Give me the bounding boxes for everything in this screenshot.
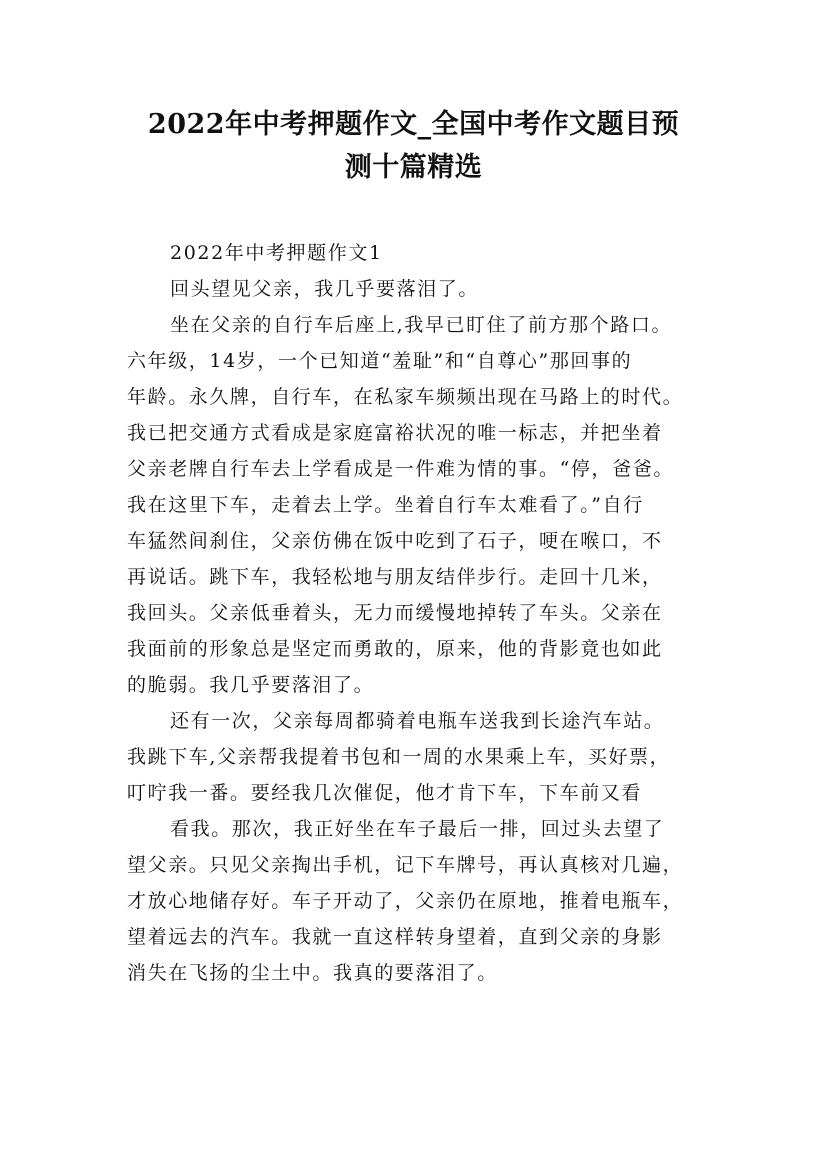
paragraph-line: 望着远去的汽车。我就一直这样转身望着，直到父亲的身影 — [127, 926, 663, 948]
paragraph-line: 我跳下车,父亲帮我提着书包和一周的水果乘上车，买好票， — [127, 746, 671, 768]
paragraph-line: 看我。那次，我正好坐在车子最后一排，回过头去望了 — [170, 818, 665, 840]
title-line-1: 2022年中考押题作文_全国中考作文题目预 — [147, 109, 680, 140]
title-line-2: 测十篇精选 — [344, 152, 483, 183]
paragraph-line: 我已把交通方式看成是家庭富裕状况的唯一标志，并把坐着 — [127, 422, 663, 444]
section-heading: 2022年中考押题作文1 — [170, 242, 383, 264]
paragraph-line: 我回头。父亲低垂着头，无力而缓慢地掉转了车头。父亲在 — [127, 602, 663, 624]
paragraph-line: 年龄。永久牌，自行车，在私家车频频出现在马路上的时代。 — [127, 386, 684, 408]
paragraph-line: 消失在飞扬的尘土中。我真的要落泪了。 — [127, 962, 498, 984]
paragraph-line: 还有一次，父亲每周都骑着电瓶车送我到长途汽车站。 — [170, 710, 665, 732]
paragraph-line: 我在这里下车，走着去上学。坐着自行车太难看了。”自行 — [127, 494, 644, 516]
paragraph-line: 才放心地储存好。车子开动了，父亲仍在原地，推着电瓶车， — [127, 890, 684, 912]
paragraph-line: 望父亲。只见父亲掏出手机，记下车牌号，再认真核对几遍， — [127, 854, 684, 876]
document-title — [100, 103, 727, 189]
paragraph-line: 父亲老牌自行车去上学看成是一件难为情的事。“停，爸爸。 — [127, 458, 674, 480]
paragraph-line: 的脆弱。我几乎要落泪了。 — [127, 674, 375, 696]
paragraph-line: 坐在父亲的自行车后座上,我早已盯住了前方那个路口。 — [170, 314, 673, 336]
paragraph-line: 叮咛我一番。要经我几次催促，他才肯下车，下车前又看 — [127, 782, 643, 804]
paragraph-line: 我面前的形象总是坚定而勇敢的，原来，他的背影竟也如此 — [127, 638, 663, 660]
paragraph-line: 车猛然间刹住，父亲仿佛在饭中吃到了石子，哽在喉口，不 — [127, 530, 663, 552]
paragraph-line: 再说话。跳下车，我轻松地与朋友结伴步行。走回十几米， — [127, 566, 663, 588]
paragraph-line: 回头望见父亲，我几乎要落泪了。 — [170, 278, 480, 300]
paragraph-line: 六年级，14岁，一个已知道“羞耻”和“自尊心”那回事的 — [127, 350, 633, 372]
